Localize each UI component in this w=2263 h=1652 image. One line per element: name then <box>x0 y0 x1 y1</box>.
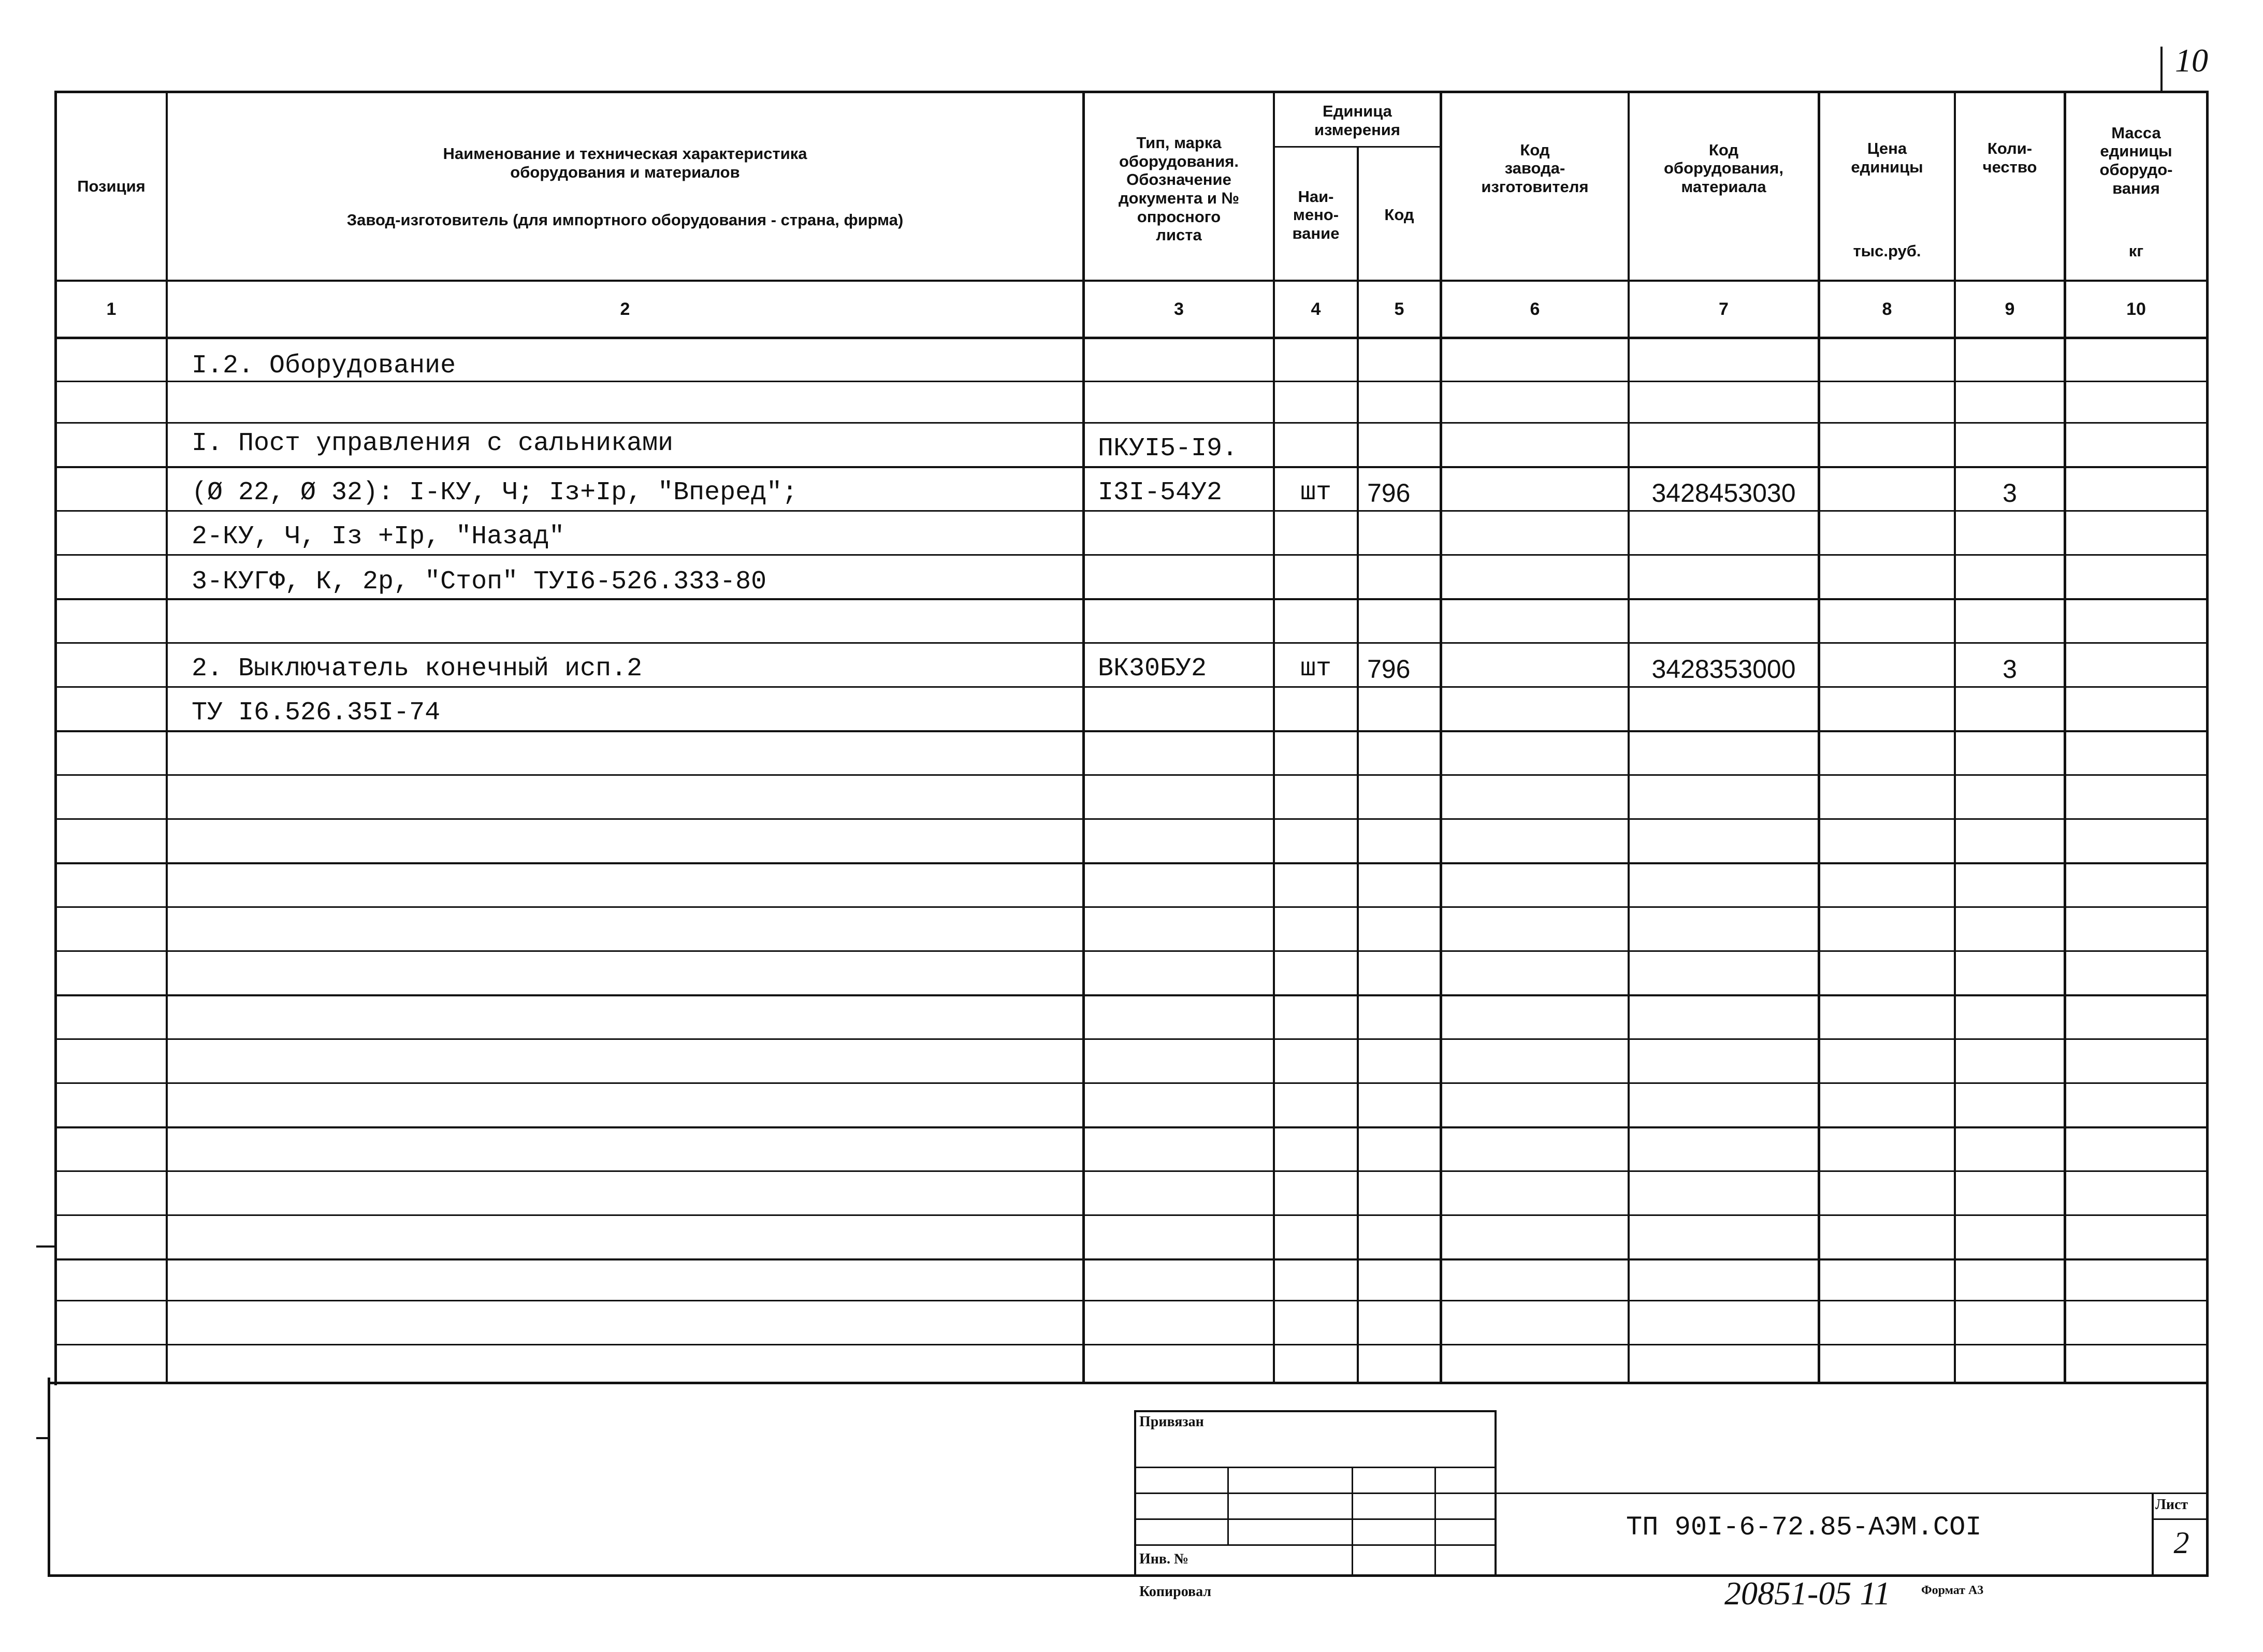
row-9-name: ТУ I6.526.35I-74 <box>192 698 441 728</box>
row-line <box>54 950 2209 952</box>
col-header-unit-code: Код <box>1384 206 1414 224</box>
col-number-7: 7 <box>1719 299 1729 319</box>
document-code: ТП 90I-6-72.85-АЭМ.COI <box>1626 1512 1982 1543</box>
stamp-line-2 <box>1134 1492 1497 1494</box>
margin-tick-1 <box>36 1245 54 1248</box>
col-header-mass-unit: кг <box>2128 242 2144 260</box>
row-line <box>54 1214 2209 1216</box>
row-4-equipment-code: 3428453030 <box>1651 479 1796 508</box>
stamp-vline-3 <box>1434 1467 1436 1575</box>
col-header-price-unit: тыс.руб. <box>1853 242 1921 260</box>
stamp-box-top <box>1134 1410 1497 1412</box>
stamp-vline-1 <box>1227 1467 1229 1544</box>
row-4-type: I3I-54У2 <box>1098 478 1223 508</box>
col-header-unit-group: Единица измерения <box>1314 102 1400 139</box>
column-number-bottom-line <box>54 337 2209 339</box>
col-header-mass: Масса единицы оборудо- вания <box>2099 123 2173 197</box>
col-header-unit-name: Наи- мено- вание <box>1292 187 1340 242</box>
stamp-line-1 <box>1134 1467 1497 1468</box>
col-header-quantity: Коли- чество <box>1982 139 2037 176</box>
stamp-vline-2 <box>1352 1467 1353 1575</box>
row-6-name: 3-КУГФ, К, 2р, "Стоп" ТУI6-526.333-80 <box>192 567 767 597</box>
col-header-type: Тип, марка оборудования. Обозначение документа и № опросного листа <box>1118 134 1240 244</box>
format-label: Формат А3 <box>1921 1584 1984 1597</box>
row-line <box>54 994 2209 996</box>
row-5-name: 2-КУ, Ч, Iз +Iр, "Назад" <box>192 522 565 552</box>
col-header-factory-code: Код завода- изготовителя <box>1481 140 1589 196</box>
col-number-6: 6 <box>1530 299 1540 319</box>
inv-number-label: Инв. № <box>1139 1551 1189 1567</box>
col-number-2: 2 <box>620 299 630 319</box>
row-3-name: I. Пост управления с сальниками <box>192 429 674 458</box>
row-line <box>54 774 2209 776</box>
row-line <box>54 906 2209 908</box>
table-border-top <box>54 91 2209 93</box>
copied-label: Копировал <box>1139 1584 1212 1600</box>
col-number-9: 9 <box>2005 299 2015 319</box>
page-number-divider <box>2160 47 2163 93</box>
col-header-name: Наименование и техническая характеристика оборудования и материалов <box>443 144 807 181</box>
col-number-8: 8 <box>1882 299 1892 319</box>
row-line <box>54 1126 2209 1128</box>
sheet-box-divider <box>2152 1518 2209 1520</box>
col-number-1: 1 <box>106 299 117 319</box>
table-border-right <box>2206 91 2209 1577</box>
col-header-name-subtitle: Завод-изготовитель (для импортного оборудования - страна, фирма) <box>346 211 904 229</box>
table-body-bottom <box>49 1382 2209 1384</box>
frame-left <box>48 1378 50 1577</box>
col-header-position: Позиция <box>77 177 146 196</box>
row-line <box>54 1344 2209 1345</box>
row-8-name: 2. Выключатель конечный исп.2 <box>192 654 643 684</box>
row-4-name: (Ø 22, Ø 32): I-КУ, Ч; Iз+Iр, "Вперед"; <box>192 478 798 508</box>
row-line <box>54 1038 2209 1040</box>
row-line <box>54 1300 2209 1301</box>
row-4-unit-name: шт <box>1300 478 1331 508</box>
row-4-quantity: 3 <box>2003 479 2017 508</box>
row-3-type: ПКУI5-I9. <box>1098 434 1238 463</box>
col-header-equipment-code: Код оборудования, материала <box>1663 140 1783 196</box>
sheet-label: Лист <box>2155 1497 2188 1513</box>
row-line <box>54 1170 2209 1172</box>
row-line <box>54 1258 2209 1260</box>
row-4-unit-code: 796 <box>1367 479 1411 508</box>
privyazan-label: Привязан <box>1139 1414 1204 1430</box>
row-line <box>54 862 2209 864</box>
row-line <box>54 818 2209 820</box>
page-number: 10 <box>2175 42 2208 79</box>
row-line <box>54 642 2209 644</box>
col-number-3: 3 <box>1174 299 1184 319</box>
col-number-5: 5 <box>1394 299 1404 319</box>
row-8-quantity: 3 <box>2003 655 2017 684</box>
row-1-name: I.2. Оборудование <box>192 351 456 381</box>
doc-code-line <box>1495 1492 2209 1494</box>
sheet-box-left <box>2152 1492 2154 1575</box>
row-8-type: ВК30БУ2 <box>1098 654 1207 684</box>
handwritten-number: 20851-05 11 <box>1724 1575 1891 1612</box>
row-8-equipment-code: 3428353000 <box>1651 655 1796 684</box>
header-bottom-line <box>54 280 2209 282</box>
row-8-unit-name: шт <box>1300 654 1331 684</box>
stamp-line-4 <box>1134 1544 1497 1546</box>
col-number-4: 4 <box>1311 299 1321 319</box>
row-8-unit-code: 796 <box>1367 655 1411 684</box>
row-line <box>54 1082 2209 1084</box>
margin-tick-2 <box>36 1437 49 1439</box>
col-number-10: 10 <box>2126 299 2146 319</box>
sheet-number: 2 <box>2173 1526 2189 1560</box>
col-header-price: Цена единицы <box>1851 139 1923 176</box>
stamp-line-3 <box>1134 1518 1497 1520</box>
